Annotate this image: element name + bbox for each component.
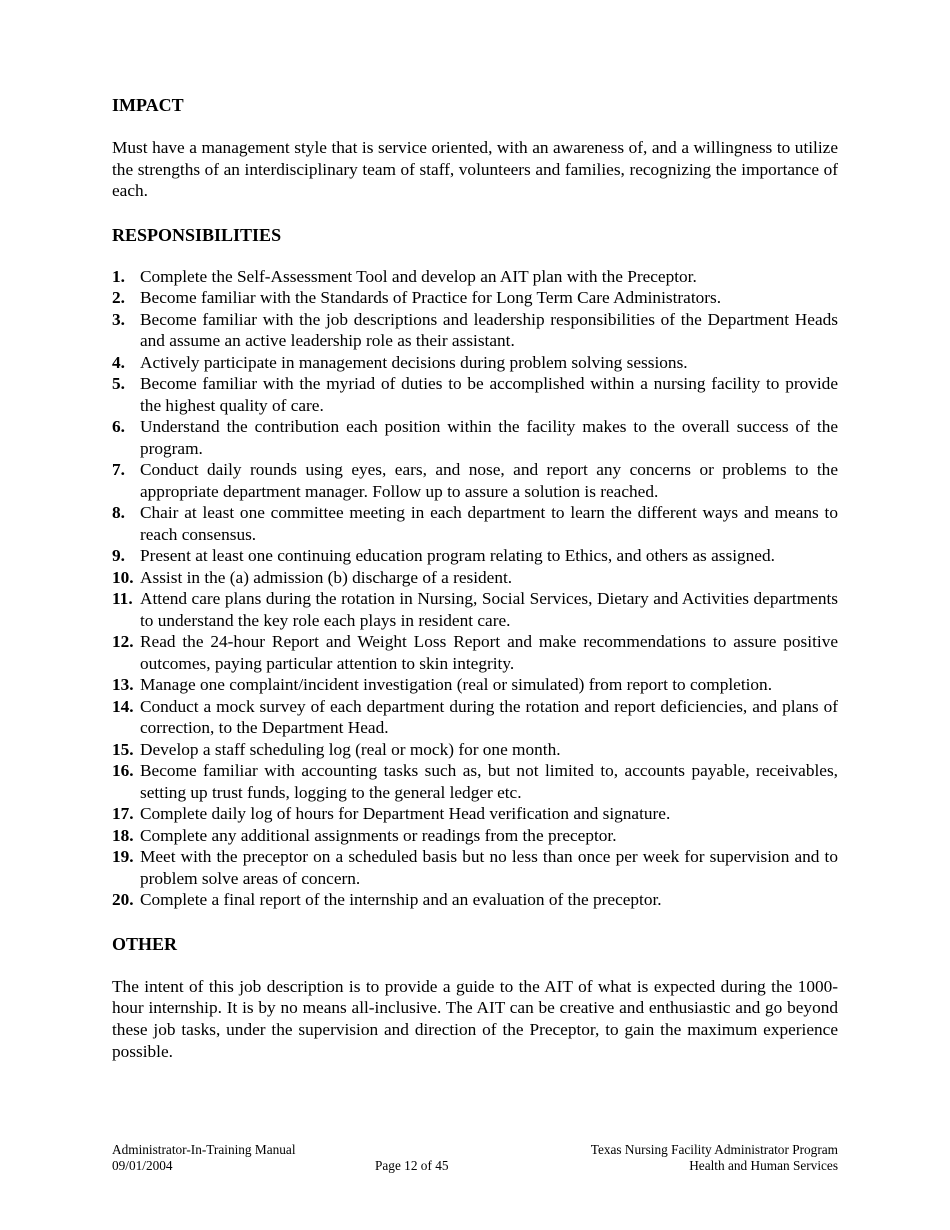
responsibility-number: 8. [112,503,125,523]
responsibility-text: Assist in the (a) admission (b) discharge of a resident. [140,567,513,587]
responsibility-item [112,309,838,352]
responsibility-item [112,803,838,825]
responsibility-item [112,373,838,416]
responsibility-item [112,459,838,502]
responsibility-item [112,889,838,911]
footer-right [591,1142,838,1174]
responsibilities-list [112,266,838,911]
other-heading: OTHER [112,933,178,954]
responsibility-item [112,674,838,696]
responsibility-number: 13. [112,675,134,695]
responsibility-item [112,352,838,374]
responsibility-item [112,287,838,309]
other-paragraph: The intent of this job description is to provide a guide to the AIT of what is expected during the 1000-hour internship. It is by no means all-inclusive. The AIT can be creative and enthusiastic and go beyond these job tasks, under the supervision and direction of the Preceptor, to gain the maximum experience possible. [112,976,838,1061]
responsibilities-heading: RESPONSIBILITIES [112,224,282,245]
responsibility-text: Become familiar with accounting tasks such as, but not limited to, accounts payable, receivables, setting up trust funds, logging to the general ledger etc. [140,761,838,802]
responsibility-item [112,416,838,459]
responsibility-item [112,631,838,674]
responsibility-text: Complete a final report of the internship and an evaluation of the preceptor. [140,890,662,910]
responsibility-item [112,545,838,567]
responsibility-number: 17. [112,804,134,824]
responsibility-number: 10. [112,567,134,587]
responsibility-number: 9. [112,546,125,566]
responsibility-item [112,588,838,631]
footer-program: Texas Nursing Facility Administrator Program [590,1142,838,1157]
responsibility-text: Become familiar with the myriad of duties to be accomplished within a nursing facility to provide the highest quality of care. [140,374,838,415]
responsibility-text: Complete any additional assignments or readings from the preceptor. [140,825,617,845]
responsibility-number: 19. [112,847,134,867]
footer-left [112,1142,296,1174]
footer-agency: Health and Human Services [689,1158,838,1173]
responsibility-text: Become familiar with the Standards of Practice for Long Term Care Administrators. [140,288,722,308]
responsibility-number: 6. [112,417,125,437]
responsibility-text: Actively participate in management decisions during problem solving sessions. [140,352,688,372]
responsibility-item [112,567,838,589]
document-page [112,94,838,1062]
responsibility-number: 15. [112,739,134,759]
responsibility-number: 16. [112,761,134,781]
responsibility-text: Read the 24-hour Report and Weight Loss Report and make recommendations to assure positive outcomes, paying particular attention to skin integrity. [140,632,838,673]
responsibility-number: 4. [112,352,125,372]
responsibility-number: 20. [112,890,134,910]
responsibility-number: 18. [112,825,134,845]
responsibility-item [112,825,838,847]
responsibility-text: Complete the Self-Assessment Tool and develop an AIT plan with the Preceptor. [140,266,697,286]
responsibility-number: 14. [112,696,134,716]
responsibility-item [112,696,838,739]
responsibility-text: Present at least one continuing education program relating to Ethics, and others as assigned. [140,546,775,566]
responsibility-item [112,266,838,288]
responsibility-number: 7. [112,460,125,480]
footer-manual-title: Administrator-In-Training Manual [112,1142,296,1157]
responsibility-item [112,739,838,761]
responsibility-text: Develop a staff scheduling log (real or mock) for one month. [140,739,561,759]
footer-page-number: Page 12 of 45 [375,1158,449,1173]
responsibility-text: Chair at least one committee meeting in each department to learn the different ways and means to reach consensus. [140,503,838,544]
responsibility-number: 2. [112,288,125,308]
footer-date: 09/01/2004 [112,1158,173,1173]
responsibility-number: 5. [112,374,125,394]
responsibility-text: Manage one complaint/incident investigation (real or simulated) from report to completion. [140,675,773,695]
responsibility-number: 3. [112,309,125,329]
responsibility-text: Meet with the preceptor on a scheduled basis but no less than once per week for supervision and to problem solve areas of concern. [140,847,838,888]
responsibility-number: 12. [112,632,134,652]
impact-heading: IMPACT [112,95,184,115]
responsibility-text: Attend care plans during the rotation in Nursing, Social Services, Dietary and Activities departments to understand the key role each plays in resident care. [140,589,838,630]
impact-paragraph: Must have a management style that is service oriented, with an awareness of, and a willingness to utilize the strengths of an interdisciplinary team of staff, volunteers and families, recognizing the importance of each. [112,138,838,201]
responsibility-number: 11. [112,589,133,609]
responsibility-item [112,846,838,889]
responsibility-item [112,502,838,545]
responsibility-item [112,760,838,803]
responsibility-text: Complete daily log of hours for Department Head verification and signature. [140,804,671,824]
responsibility-text: Understand the contribution each position within the facility makes to the overall success of the program. [140,417,838,458]
responsibility-text: Become familiar with the job descriptions and leadership responsibilities of the Department Heads and assume an active leadership role as their assistant. [140,309,838,351]
responsibility-text: Conduct daily rounds using eyes, ears, and nose, and report any concerns or problems to the appropriate department manager. Follow up to assure a solution is reached. [140,460,838,501]
responsibility-text: Conduct a mock survey of each department during the rotation and report deficiencies, and plans of correction, to the Department Head. [140,696,838,738]
responsibility-number: 1. [112,266,125,286]
